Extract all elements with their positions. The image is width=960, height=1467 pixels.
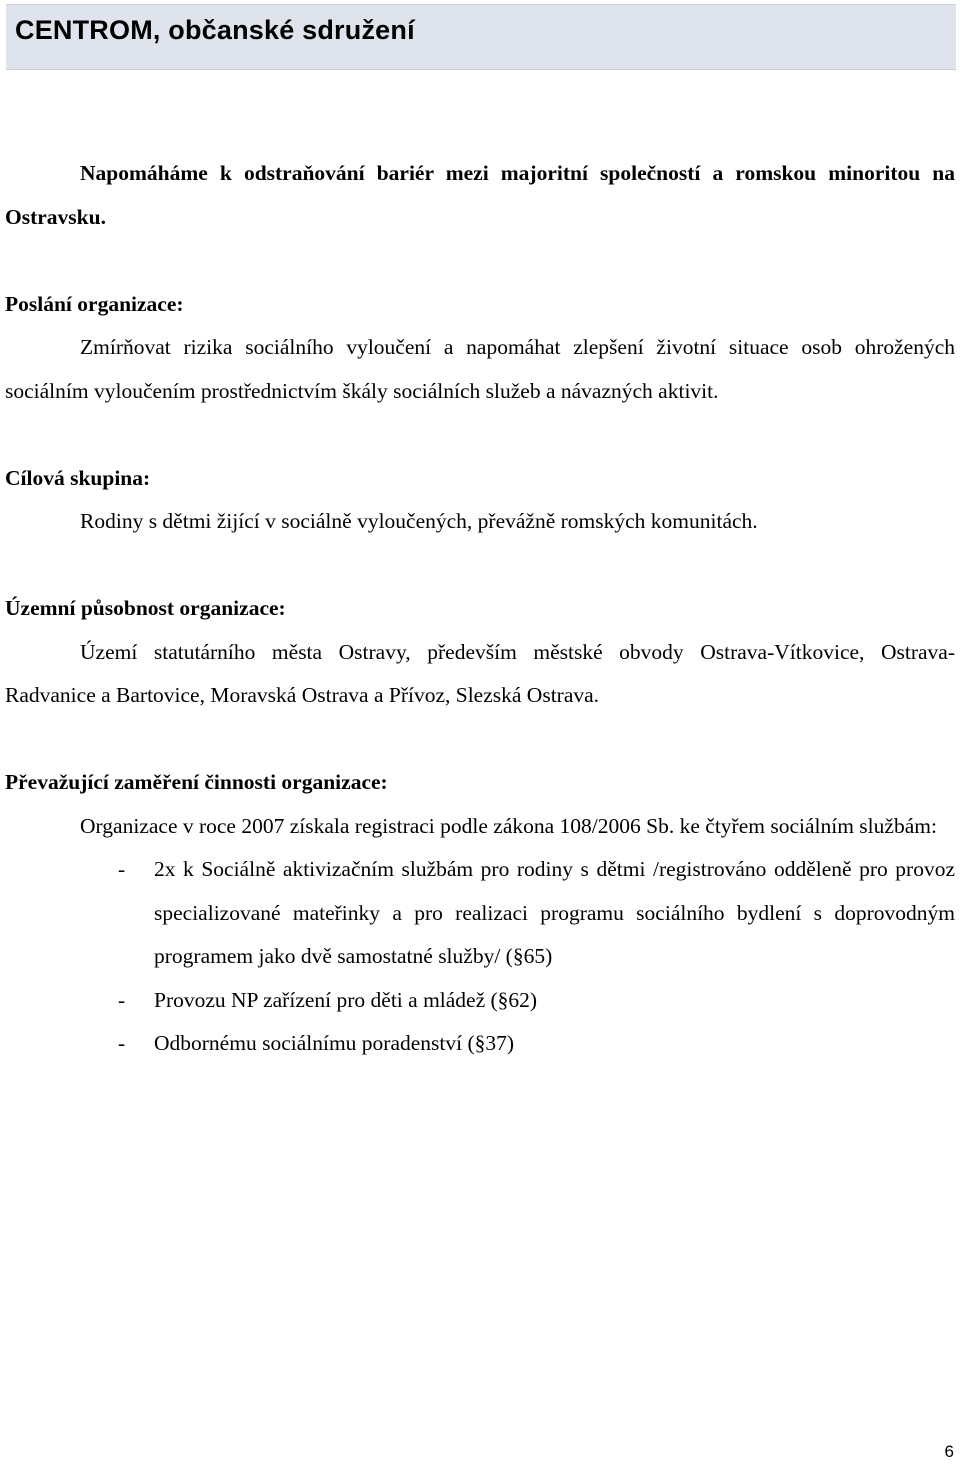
territory-heading: Územní působnost organizace: <box>5 596 286 620</box>
header-bar <box>6 4 956 70</box>
focus-heading: Převažující zaměření činnosti organizace: <box>5 770 388 794</box>
list-bullet: - <box>118 1031 126 1055</box>
spacer <box>5 239 955 283</box>
mission-heading: Poslání organizace: <box>5 291 184 316</box>
spacer <box>5 718 955 762</box>
list-item <box>5 979 955 1023</box>
page-number: 6 <box>944 1442 954 1461</box>
list-item-text: Provozu NP zařízení pro děti a mládež (§62) <box>154 987 538 1012</box>
list-item <box>5 1022 955 1066</box>
list-item-text: 2x k Sociálně aktivizačním službám pro rodiny s dětmi /registrováno odděleně pro provoz specializované mateřinky a pro realizaci programu sociálního bydlení s doprovodným programem jako dvě samostatné služby/ (§65) <box>154 857 955 968</box>
list-bullet: - <box>118 857 126 881</box>
spacer <box>5 413 955 457</box>
spacer <box>5 544 955 588</box>
organization-title: CENTROM, občanské sdružení <box>15 15 415 45</box>
list-item-text: Odbornému sociálnímu poradenství (§37) <box>154 1031 515 1055</box>
list-bullet: - <box>118 987 126 1012</box>
territory-text: Území statutárního města Ostravy, především městské obvody Ostrava-Vítkovice, Ostrava-Radvanice a Bartovice, Moravská Ostrava a Přívoz, Slezská Ostrava. <box>5 639 955 707</box>
target-group-text: Rodiny s dětmi žijící v sociálně vyloučených, převážně romských komunitách. <box>80 509 758 533</box>
mission-text: Zmírňovat rizika sociálního vyloučení a napomáhat zlepšení životní situace osob ohrožených sociálním vyloučením prostřednictvím škály sociálních služeb a návazných aktivit. <box>5 335 955 403</box>
services-list <box>5 848 955 1066</box>
document-body <box>5 152 955 1066</box>
list-item <box>5 848 955 979</box>
target-group-heading: Cílová skupina: <box>5 465 151 490</box>
intro-paragraph: Napomáháme k odstraňování bariér mezi majoritní společností a romskou minoritou na Ostravsku. <box>5 161 955 229</box>
focus-text: Organizace v roce 2007 získala registraci podle zákona 108/2006 Sb. ke čtyřem sociálním službám: <box>80 813 937 838</box>
